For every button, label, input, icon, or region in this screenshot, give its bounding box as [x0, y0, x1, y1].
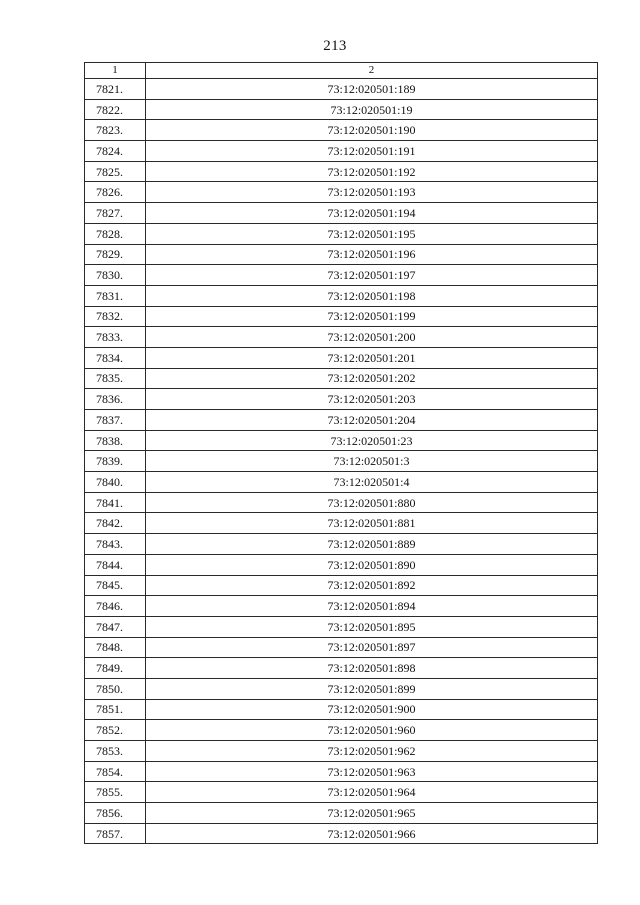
cadastral-number-cell: 73:12:020501:890 [146, 554, 598, 575]
cadastral-number-cell: 73:12:020501:966 [146, 823, 598, 844]
table-row [85, 79, 598, 100]
row-number-cell: 7827. [85, 203, 146, 224]
cadastral-number-cell: 73:12:020501:195 [146, 223, 598, 244]
row-number-cell: 7838. [85, 430, 146, 451]
row-number-cell: 7837. [85, 410, 146, 431]
row-number-cell: 7842. [85, 513, 146, 534]
table-row [85, 637, 598, 658]
row-number-cell: 7825. [85, 161, 146, 182]
row-number-cell: 7851. [85, 699, 146, 720]
table-row [85, 513, 598, 534]
cadastral-number-cell: 73:12:020501:895 [146, 616, 598, 637]
row-number-cell: 7829. [85, 244, 146, 265]
cadastral-number-cell: 73:12:020501:201 [146, 347, 598, 368]
table-row [85, 720, 598, 741]
column-header-cadastral-number: 2 [146, 63, 598, 79]
page-number: 213 [323, 38, 347, 54]
table-row [85, 575, 598, 596]
row-number-cell: 7848. [85, 637, 146, 658]
table-row [85, 678, 598, 699]
row-number-cell: 7846. [85, 596, 146, 617]
table-row [85, 120, 598, 141]
table-row [85, 161, 598, 182]
table-row [85, 782, 598, 803]
cadastral-number-cell: 73:12:020501:898 [146, 658, 598, 679]
table-row [85, 803, 598, 824]
row-number-cell: 7831. [85, 285, 146, 306]
table-row [85, 472, 598, 493]
cadastral-number-cell: 73:12:020501:190 [146, 120, 598, 141]
cadastral-number-cell: 73:12:020501:880 [146, 492, 598, 513]
table-row [85, 430, 598, 451]
cadastral-number-cell: 73:12:020501:198 [146, 285, 598, 306]
row-number-cell: 7824. [85, 141, 146, 162]
cadastral-number-cell: 73:12:020501:900 [146, 699, 598, 720]
cadastral-number-cell: 73:12:020501:960 [146, 720, 598, 741]
row-number-cell: 7836. [85, 389, 146, 410]
cadastral-number-cell: 73:12:020501:193 [146, 182, 598, 203]
table-row [85, 823, 598, 844]
cadastral-number-cell: 73:12:020501:963 [146, 761, 598, 782]
row-number-cell: 7847. [85, 616, 146, 637]
table-row [85, 141, 598, 162]
cadastral-number-cell: 73:12:020501:199 [146, 306, 598, 327]
row-number-cell: 7853. [85, 741, 146, 762]
table-row [85, 554, 598, 575]
table-body [85, 79, 598, 844]
table-row [85, 327, 598, 348]
data-table [84, 62, 598, 844]
row-number-cell: 7822. [85, 99, 146, 120]
row-number-cell: 7832. [85, 306, 146, 327]
cadastral-number-cell: 73:12:020501:3 [146, 451, 598, 472]
table-row [85, 265, 598, 286]
cadastral-number-cell: 73:12:020501:197 [146, 265, 598, 286]
table-row [85, 182, 598, 203]
row-number-cell: 7835. [85, 368, 146, 389]
table-row [85, 410, 598, 431]
row-number-cell: 7830. [85, 265, 146, 286]
column-header-number: 1 [85, 63, 146, 79]
cadastral-number-cell: 73:12:020501:962 [146, 741, 598, 762]
table-row [85, 492, 598, 513]
cadastral-number-cell: 73:12:020501:889 [146, 534, 598, 555]
cadastral-number-cell: 73:12:020501:203 [146, 389, 598, 410]
cadastral-number-cell: 73:12:020501:894 [146, 596, 598, 617]
cadastral-number-cell: 73:12:020501:192 [146, 161, 598, 182]
table-row [85, 347, 598, 368]
cadastral-number-cell: 73:12:020501:189 [146, 79, 598, 100]
table-row [85, 658, 598, 679]
row-number-cell: 7826. [85, 182, 146, 203]
row-number-cell: 7839. [85, 451, 146, 472]
row-number-cell: 7849. [85, 658, 146, 679]
row-number-cell: 7841. [85, 492, 146, 513]
cadastral-number-cell: 73:12:020501:202 [146, 368, 598, 389]
row-number-cell: 7821. [85, 79, 146, 100]
table-row [85, 741, 598, 762]
row-number-cell: 7854. [85, 761, 146, 782]
row-number-cell: 7833. [85, 327, 146, 348]
row-number-cell: 7844. [85, 554, 146, 575]
row-number-cell: 7834. [85, 347, 146, 368]
cadastral-number-cell: 73:12:020501:196 [146, 244, 598, 265]
cadastral-number-cell: 73:12:020501:964 [146, 782, 598, 803]
table-row [85, 306, 598, 327]
cadastral-number-cell: 73:12:020501:19 [146, 99, 598, 120]
row-number-cell: 7840. [85, 472, 146, 493]
cadastral-number-cell: 73:12:020501:23 [146, 430, 598, 451]
row-number-cell: 7828. [85, 223, 146, 244]
cadastral-number-cell: 73:12:020501:191 [146, 141, 598, 162]
row-number-cell: 7856. [85, 803, 146, 824]
table-row [85, 389, 598, 410]
cadastral-number-cell: 73:12:020501:4 [146, 472, 598, 493]
cadastral-number-cell: 73:12:020501:892 [146, 575, 598, 596]
row-number-cell: 7850. [85, 678, 146, 699]
table-row [85, 596, 598, 617]
table-row [85, 285, 598, 306]
table-row [85, 99, 598, 120]
table-header-row [85, 63, 598, 79]
table-row [85, 534, 598, 555]
cadastral-number-cell: 73:12:020501:204 [146, 410, 598, 431]
table-row [85, 616, 598, 637]
table-row [85, 203, 598, 224]
cadastral-number-cell: 73:12:020501:965 [146, 803, 598, 824]
cadastral-number-cell: 73:12:020501:194 [146, 203, 598, 224]
row-number-cell: 7855. [85, 782, 146, 803]
row-number-cell: 7852. [85, 720, 146, 741]
table-row [85, 451, 598, 472]
row-number-cell: 7857. [85, 823, 146, 844]
cadastral-number-cell: 73:12:020501:899 [146, 678, 598, 699]
row-number-cell: 7845. [85, 575, 146, 596]
table-row [85, 761, 598, 782]
row-number-cell: 7843. [85, 534, 146, 555]
cadastral-number-cell: 73:12:020501:200 [146, 327, 598, 348]
table-row [85, 368, 598, 389]
cadastral-number-cell: 73:12:020501:897 [146, 637, 598, 658]
table-row [85, 223, 598, 244]
table-row [85, 699, 598, 720]
table-row [85, 244, 598, 265]
cadastral-number-cell: 73:12:020501:881 [146, 513, 598, 534]
row-number-cell: 7823. [85, 120, 146, 141]
